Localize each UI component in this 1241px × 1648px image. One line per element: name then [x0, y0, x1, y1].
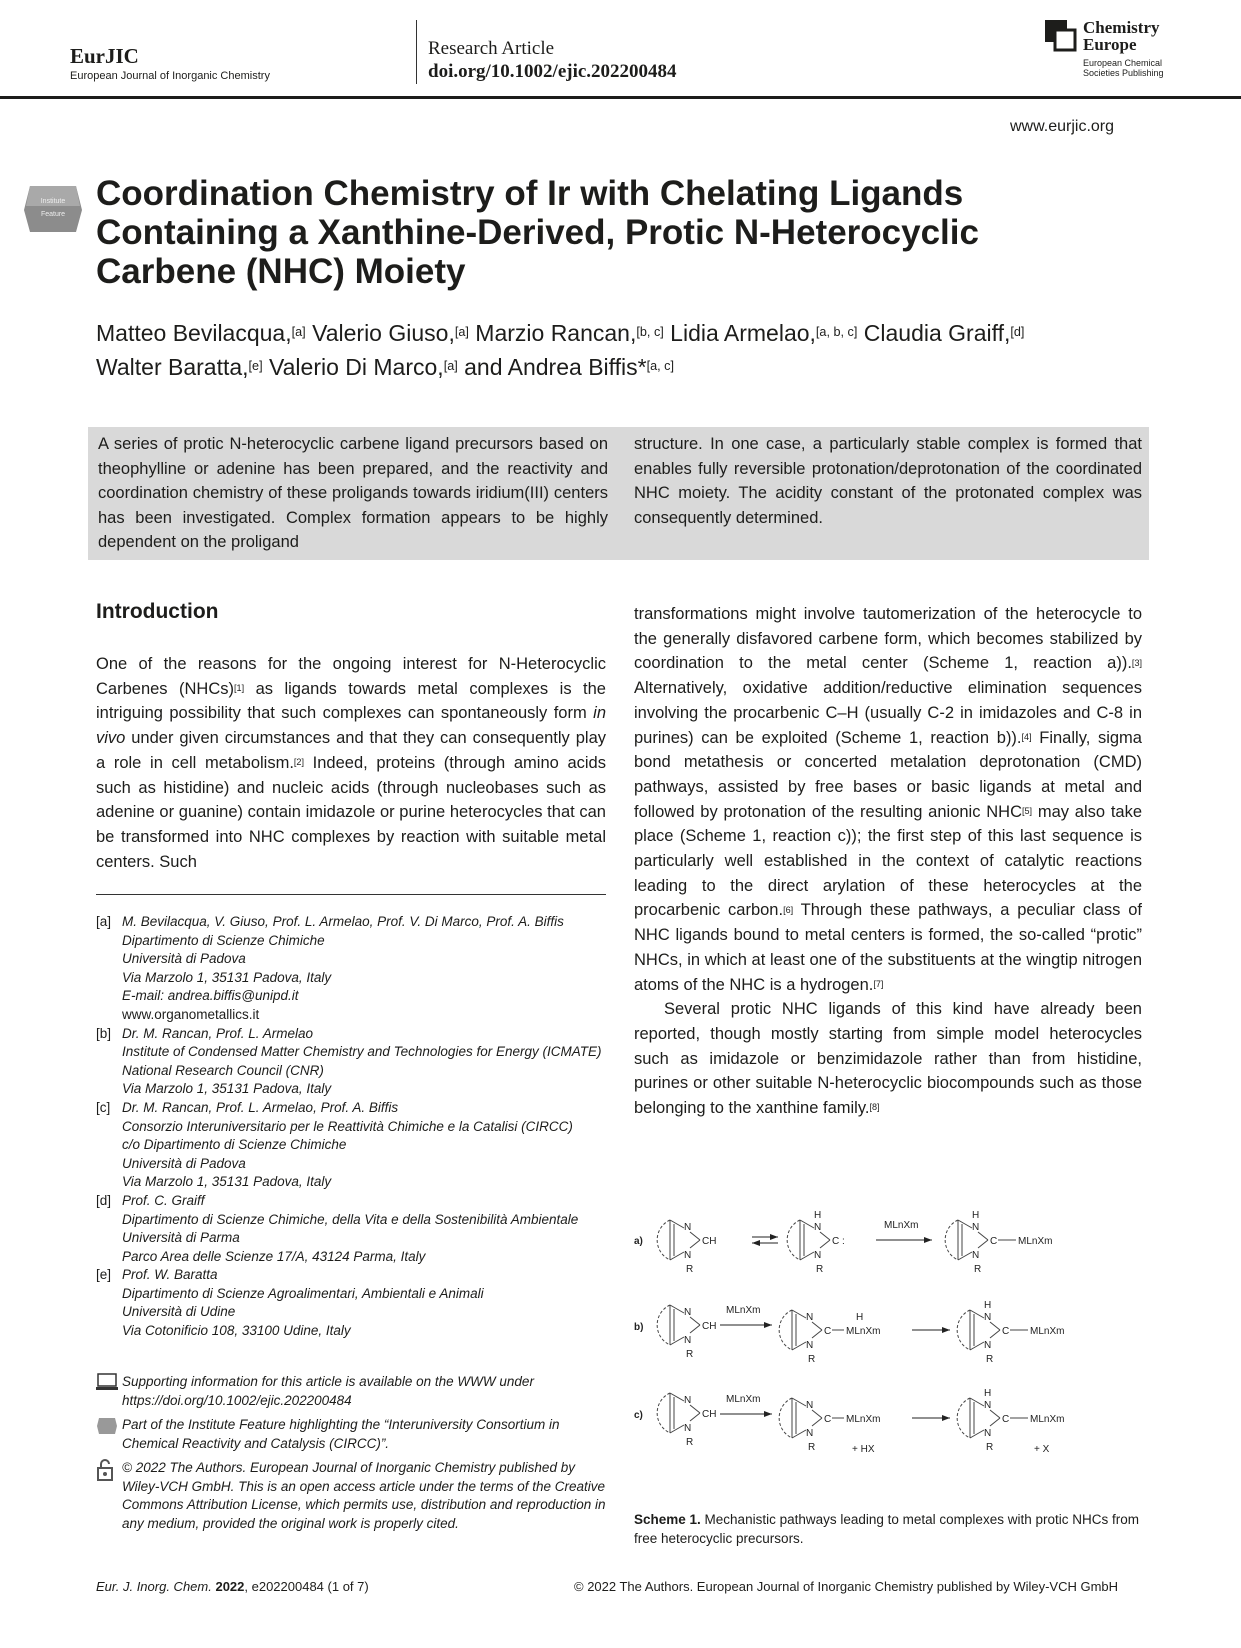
svg-text:C: C — [1002, 1326, 1010, 1337]
svg-text:N: N — [972, 1222, 980, 1233]
citation-ref[interactable]: [6] — [783, 904, 794, 915]
svg-text:R: R — [974, 1264, 982, 1275]
svg-text:MLnXm: MLnXm — [726, 1394, 761, 1405]
article-type: Research Article — [428, 38, 555, 59]
citation-ref[interactable]: [1] — [234, 682, 245, 693]
svg-text:N: N — [806, 1340, 814, 1351]
journal-website-link[interactable]: www.eurjic.org — [1010, 118, 1115, 135]
author-list: Matteo Bevilacqua,[a] Valerio Giuso,[a] Marzio Rancan,[b, c] Lidia Armelao,[a, b, c] Claudia Graiff,[d] Walter Baratta,[e] Valerio Di Marco,[a] and Andrea Biffis*[a, c] — [96, 320, 1025, 380]
affiliation-a: [a] M. Bevilacqua, V. Giuso, Prof. L. Armelao, Prof. V. Di Marco, Prof. A. Biffis Dipartimento di Scienze Chimiche Università di Padova Via Marzolo 1, 35131 Padova, Italy E-mail: andrea.biffis@unipd.it www.organometallics.it — [96, 913, 606, 1025]
author: and Andrea Biffis* — [464, 354, 647, 380]
intro-right-column: transformations might involve tautomerization of the heterocycle to the generally disfavored carbene form, which becomes stabilized by coordination to the metal center (Scheme 1, reaction a)).[3] Alternatively, oxidative addition/reductive elimination sequences involving the procarbenic C–H (usually C-2 in imidazoles and C-8 in purines) can be exploited (Scheme 1, reaction b)).[4] Finally, sigma bond metathesis or concerted metalation deprotonation (CMD) pathways, assisted by free bases or basic ligands at metal and followed by protonation of the resulting anionic NHC[5] may also take place (Scheme 1, reaction c)); the first step of this last sequence is particularly well established in the context of catalytic reactions leading to the direct arylation of these heterocycles at the procarbenic carbon.[6] Through these pathways, a peculiar class of NHC ligands bound to metal centers is formed, the so-called “protic” NHCs, in which at least one of the substituents at the wingtip nitrogen atoms of the NHC is a hydrogen.[7] Several protic NHC ligands of this kind have already been reported, though mostly starting from simple model heterocycles such as imidazole or benzimidazole rather than from histidine, purines or other suitable N-heterocyclic biocompounds such as those belonging to the xanthine family.[8] — [634, 605, 1143, 1118]
affiliation-b: [b] Dr. M. Rancan, Prof. L. Armelao Institute of Condensed Matter Chemistry and Technologies for Energy (ICMATE) National Research Council (CNR) Via Marzolo 1, 35131 Padova, Italy — [96, 1025, 602, 1097]
citation-ref[interactable]: [8] — [869, 1102, 880, 1113]
footer-copyright: © 2022 The Authors. European Journal of Inorganic Chemistry published by Wiley-VCH GmbH — [574, 1579, 1119, 1594]
author: Claudia Graiff, — [863, 320, 1011, 346]
scheme-label-c: c) — [634, 1410, 643, 1421]
svg-text::: : — [842, 1236, 845, 1247]
svg-text:N: N — [684, 1307, 692, 1318]
svg-text:R: R — [686, 1437, 694, 1448]
affiliation-c: [c] Dr. M. Rancan, Prof. L. Armelao, Prof. A. Biffis Consorzio Interuniversitario per le Reattività Chimiche e la Catalisi (CIRCC) c/o Dipartimento di Scienze Chimiche Università di Padova Via Marzolo 1, 35131 Padova, Italy — [96, 1099, 573, 1190]
scheme-caption: Scheme 1. Mechanistic pathways leading to metal complexes with protic NHCs from free heterocyclic precursors. — [634, 1512, 1139, 1546]
abstract-column-2: structure. In one case, a particularly stable complex is formed that enables fully reversible protonation/deprotonation of the coordinated NHC moiety. The acidity constant of the protonated complex was consequently determined. — [634, 435, 1142, 527]
svg-text:Feature: Feature — [40, 211, 66, 218]
doi-link[interactable]: doi.org/10.1002/ejic.202200484 — [428, 61, 677, 82]
header-rule — [0, 96, 1241, 99]
svg-text:N: N — [814, 1250, 822, 1261]
supporting-info-note: Supporting information for this article is available on the WWW under https://doi.org/10.1002/ejic.202200484 — [96, 1373, 606, 1410]
reagent-label: MLnXm — [884, 1220, 919, 1231]
svg-text:Institute: Institute — [40, 198, 66, 205]
feature-note: Part of the Institute Feature highlighting the “Interuniversity Consortium in Chemical Reactivity and Catalysis (CIRCC)”. — [96, 1416, 606, 1453]
author: Valerio Giuso, — [312, 320, 455, 346]
citation-ref[interactable]: [3] — [1131, 657, 1142, 668]
website-link[interactable]: www.organometallics.it — [122, 1006, 260, 1022]
scheme-label-a: a) — [634, 1236, 643, 1247]
byproduct-x: + X — [1034, 1444, 1050, 1455]
svg-text:R: R — [686, 1264, 694, 1275]
computer-icon — [96, 1373, 118, 1391]
svg-text:N: N — [684, 1423, 692, 1434]
institute-feature-icon — [96, 1416, 118, 1436]
institute-feature-badge-icon — [22, 180, 84, 238]
journal-name: EurJIC — [70, 44, 139, 68]
svg-text:R: R — [986, 1442, 994, 1453]
svg-text:N: N — [806, 1400, 814, 1411]
author: Matteo Bevilacqua, — [96, 320, 292, 346]
citation-ref[interactable]: [7] — [873, 978, 884, 989]
author: Marzio Rancan, — [475, 320, 637, 346]
svg-text:MLnXm: MLnXm — [846, 1326, 881, 1337]
svg-text:N: N — [684, 1395, 692, 1406]
svg-text:N: N — [806, 1428, 814, 1439]
svg-text:N: N — [984, 1400, 992, 1411]
svg-text:N: N — [814, 1222, 822, 1233]
svg-text:R: R — [816, 1264, 824, 1275]
svg-text:H: H — [972, 1210, 980, 1221]
svg-text:CH: CH — [702, 1236, 717, 1247]
affiliation-d: [d] Prof. C. Graiff Dipartimento di Scienze Chimiche, della Vita e della Sostenibilità Ambientale Università di Parma Parco Area delle Scienze 17/A, 43124 Parma, Italy — [96, 1192, 579, 1264]
author: Valerio Di Marco, — [269, 354, 444, 380]
citation-ref[interactable]: [4] — [1021, 731, 1032, 742]
license-note: © 2022 The Authors. European Journal of Inorganic Chemistry published by Wiley-VCH GmbH. This is an open access article under the terms of the Creative Commons Attribution License, which permits use, distribution and reproduction in any medium, provided the original work is properly cited. — [96, 1459, 606, 1533]
svg-text:C: C — [990, 1236, 998, 1247]
svg-text:N: N — [984, 1428, 992, 1439]
svg-text:H: H — [814, 1210, 822, 1221]
svg-text:H: H — [984, 1388, 992, 1399]
publisher-subtitle: European Chemical Societies Publishing — [1083, 58, 1164, 78]
svg-text:C: C — [824, 1326, 832, 1337]
svg-text:H: H — [984, 1300, 992, 1311]
introduction-heading: Introduction — [96, 600, 219, 623]
author: Lidia Armelao, — [670, 320, 816, 346]
svg-text:R: R — [808, 1442, 816, 1453]
svg-text:CH: CH — [702, 1409, 717, 1420]
svg-text:N: N — [684, 1335, 692, 1346]
author: Walter Baratta, — [96, 354, 249, 380]
chemistry-europe-logo-icon — [1045, 20, 1079, 54]
svg-text:N: N — [972, 1250, 980, 1261]
svg-text:C: C — [832, 1236, 840, 1247]
footer-citation: Eur. J. Inorg. Chem. 2022, e202200484 (1 of 7) — [96, 1579, 369, 1594]
header-divider — [416, 20, 417, 84]
svg-text:N: N — [806, 1312, 814, 1323]
publisher-title: Chemistry Europe — [1083, 18, 1160, 54]
svg-text:C: C — [1002, 1414, 1010, 1425]
open-access-lock-icon — [96, 1459, 114, 1481]
svg-text:MLnXm: MLnXm — [1018, 1236, 1053, 1247]
svg-text:N: N — [984, 1312, 992, 1323]
footnote-rule — [96, 894, 606, 895]
journal-full-name: European Journal of Inorganic Chemistry — [70, 70, 270, 82]
svg-text:R: R — [808, 1354, 816, 1365]
svg-text:MLnXm: MLnXm — [846, 1414, 881, 1425]
svg-text:N: N — [684, 1222, 692, 1233]
svg-text:H: H — [856, 1312, 864, 1323]
svg-text:N: N — [984, 1340, 992, 1351]
affiliation-e: [e] Prof. W. Baratta Dipartimento di Scienze Agroalimentari, Ambientali e Animali Università di Udine Via Cotonificio 108, 33100 Udine, Italy — [96, 1267, 484, 1339]
svg-text:N: N — [684, 1250, 692, 1261]
citation-ref[interactable]: [5] — [1022, 805, 1033, 816]
scheme-1-figure — [632, 1210, 1144, 1474]
svg-text:MLnXm: MLnXm — [1030, 1326, 1065, 1337]
intro-left-column: One of the reasons for the ongoing interest for N-Heterocyclic Carbenes (NHCs)[1] as ligands towards metal complexes is the intriguing possibility that such complexes can spontaneously form in vivo under given circumstances and that they can consequently play a role in cell metabolism.[2] Indeed, proteins (through amino acids such as histidine) and nucleic acids (through nucleobases such as adenine or guanine) contain imidazole or purine heterocycles that can be transformed into NHC complexes by reaction with suitable metal centers. Such — [96, 655, 606, 871]
citation-ref[interactable]: [2] — [293, 756, 304, 767]
svg-text:R: R — [686, 1349, 694, 1360]
scheme-label-b: b) — [634, 1322, 644, 1333]
svg-text:R: R — [986, 1354, 994, 1365]
svg-text:MLnXm: MLnXm — [1030, 1414, 1065, 1425]
svg-text:MLnXm: MLnXm — [726, 1305, 761, 1316]
svg-text:CH: CH — [702, 1321, 717, 1332]
svg-text:C: C — [824, 1414, 832, 1425]
affiliations — [96, 913, 606, 1341]
abstract-column-1: A series of protic N-heterocyclic carbene ligand precursors based on theophylline or adenine has been prepared, and the reactivity and coordination chemistry of these proligands towards iridium(III) centers has been investigated. Complex formation appears to be highly dependent on the proligand — [98, 435, 608, 552]
byproduct-hx: + HX — [852, 1444, 875, 1455]
article-title: Coordination Chemistry of Ir with Chelating Ligands Containing a Xanthine-Derived, Protic N-Heterocyclic Carbene (NHC) Moiety — [96, 174, 979, 291]
email-link[interactable]: E-mail: andrea.biffis@unipd.it — [122, 988, 299, 1004]
